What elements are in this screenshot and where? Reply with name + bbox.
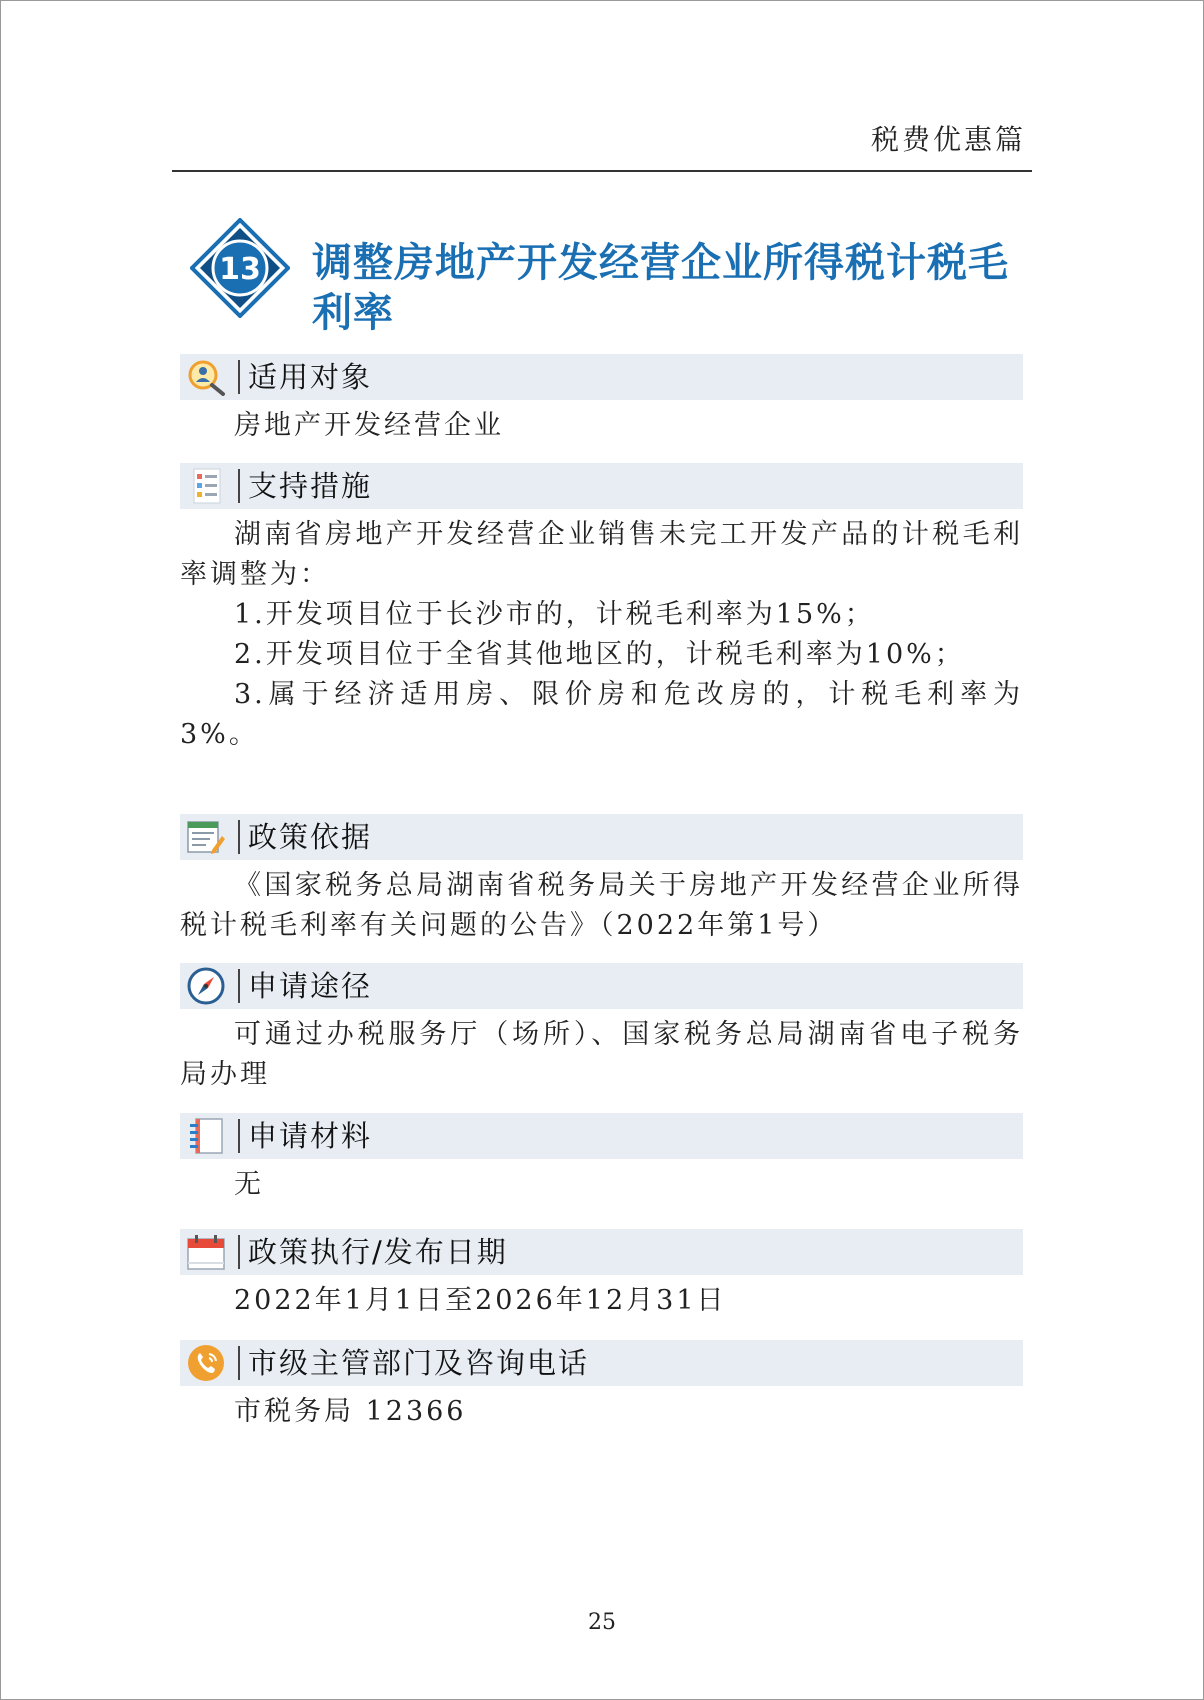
section-body bbox=[180, 406, 1023, 446]
section-materials bbox=[180, 1113, 1023, 1205]
contact-text: 市税务局 12366 bbox=[234, 1396, 467, 1427]
section-separator bbox=[238, 1119, 240, 1153]
calendar-icon bbox=[186, 1233, 226, 1271]
compass-icon bbox=[186, 967, 226, 1005]
section-measures bbox=[180, 463, 1023, 755]
section-title: 申请材料 bbox=[248, 1119, 373, 1153]
section-channel bbox=[180, 963, 1023, 1095]
section-separator bbox=[238, 969, 240, 1003]
section-header bbox=[180, 963, 1023, 1009]
section-title: 市级主管部门及咨询电话 bbox=[248, 1346, 590, 1380]
checklist-icon bbox=[186, 467, 226, 505]
section-header bbox=[180, 354, 1023, 400]
person-magnifier-icon bbox=[186, 358, 226, 396]
section-title: 支持措施 bbox=[248, 469, 373, 503]
dates-text: 2022年1月1日至2026年12月31日 bbox=[234, 1285, 727, 1316]
page-number: 25 bbox=[588, 1610, 616, 1635]
section-title: 申请途径 bbox=[248, 969, 373, 1003]
basis-text: 《国家税务总局湖南省税务局关于房地产开发经营企业所得税计税毛利率有关问题的公告》（2022年第1号） bbox=[180, 870, 1023, 941]
section-separator bbox=[238, 1346, 240, 1380]
section-separator bbox=[238, 820, 240, 854]
section-header bbox=[180, 1340, 1023, 1386]
section-body bbox=[180, 1392, 1023, 1432]
measures-item-1: 1.开发项目位于长沙市的，计税毛利率为15%； bbox=[234, 599, 875, 630]
section-body bbox=[180, 1165, 1023, 1205]
section-contact bbox=[180, 1340, 1023, 1432]
measures-intro: 湖南省房地产开发经营企业销售未完工开发产品的计税毛利率调整为： bbox=[180, 519, 1023, 590]
section-separator bbox=[238, 469, 240, 503]
section-title: 政策执行/发布日期 bbox=[248, 1235, 508, 1269]
section-dates bbox=[180, 1229, 1023, 1321]
phone-icon bbox=[186, 1344, 226, 1382]
section-header bbox=[180, 814, 1023, 860]
section-separator bbox=[238, 1235, 240, 1269]
measures-item-2: 2.开发项目位于全省其他地区的，计税毛利率为10%； bbox=[234, 639, 965, 670]
item-number: 13 bbox=[219, 252, 261, 287]
section-separator bbox=[238, 360, 240, 394]
section-basis bbox=[180, 814, 1023, 946]
section-header bbox=[180, 463, 1023, 509]
section-body bbox=[180, 1281, 1023, 1321]
section-title: 政策依据 bbox=[248, 820, 373, 854]
materials-text: 无 bbox=[234, 1169, 264, 1200]
document-pencil-icon bbox=[186, 818, 226, 856]
measures-item-3: 3.属于经济适用房、限价房和危改房的，计税毛利率为3%。 bbox=[180, 679, 1023, 750]
section-body bbox=[180, 866, 1023, 946]
channel-text: 可通过办税服务厅（场所）、国家税务总局湖南省电子税务局办理 bbox=[180, 1019, 1023, 1090]
item-number-badge-icon bbox=[190, 218, 290, 318]
section-title: 适用对象 bbox=[248, 360, 373, 394]
section-header bbox=[180, 1113, 1023, 1159]
target-text: 房地产开发经营企业 bbox=[234, 410, 504, 441]
running-head: 税费优惠篇 bbox=[870, 123, 1026, 156]
section-target bbox=[180, 354, 1023, 446]
section-body bbox=[180, 1015, 1023, 1095]
section-body bbox=[180, 515, 1023, 755]
header-rule bbox=[172, 170, 1032, 172]
section-header bbox=[180, 1229, 1023, 1275]
item-title: 调整房地产开发经营企业所得税计税毛利率 bbox=[312, 240, 1009, 336]
notebook-icon bbox=[186, 1117, 226, 1155]
